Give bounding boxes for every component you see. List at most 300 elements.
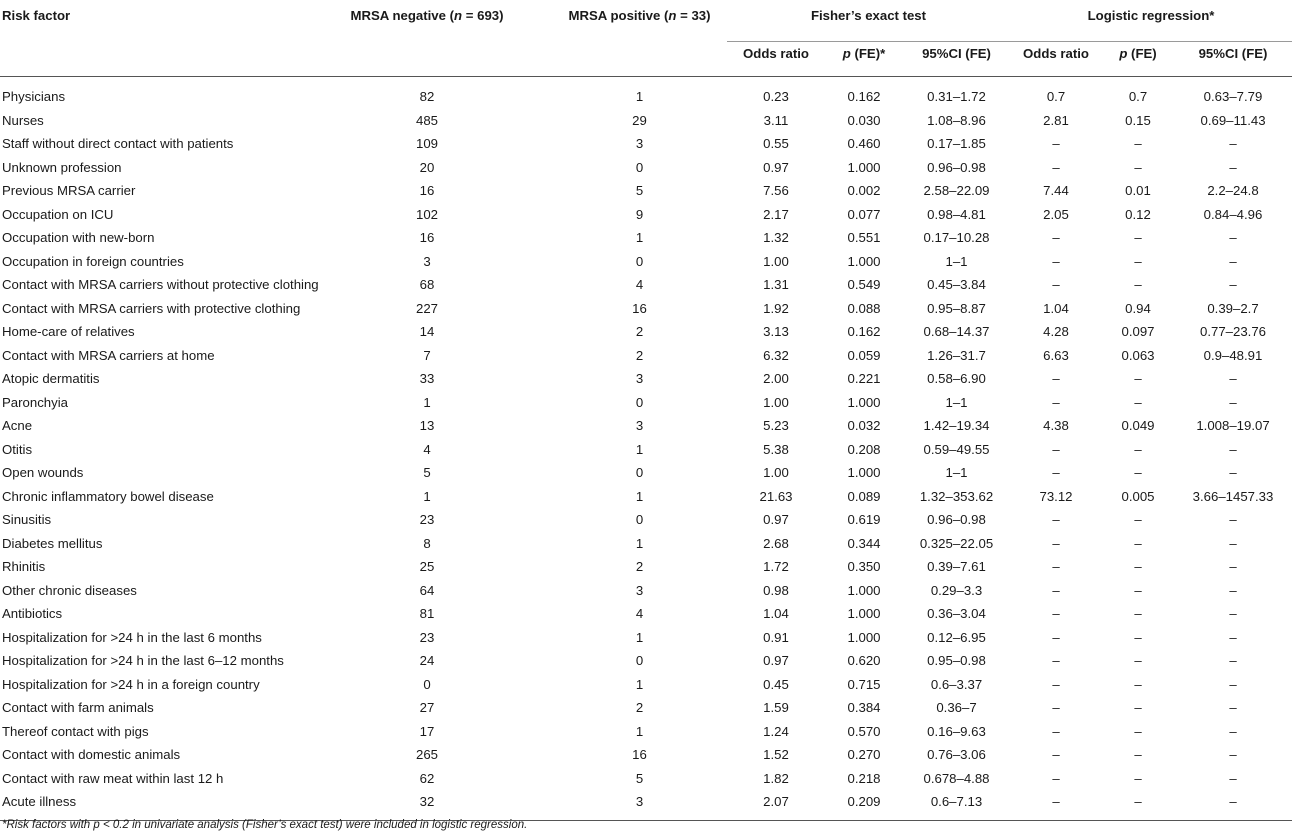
cell-fe-p: 0.059 <box>847 347 881 363</box>
table-row <box>0 273 1292 297</box>
cell-fe-ci: 0.17–1.85 <box>927 136 986 152</box>
cell-lr-p: – <box>1134 465 1142 481</box>
cell-factor: Otitis <box>2 441 33 457</box>
cell-fe-ci: 0.36–7 <box>936 700 977 716</box>
cell-mrsa-negative: 3 <box>423 253 431 269</box>
cell-mrsa-negative: 109 <box>415 136 438 152</box>
cell-lr-p: – <box>1134 441 1142 457</box>
cell-mrsa-positive: 2 <box>635 324 644 340</box>
cell-factor: Staff without direct contact with patients <box>2 136 234 152</box>
cell-mrsa-positive: 0 <box>635 465 644 481</box>
cell-mrsa-negative: 33 <box>419 371 435 387</box>
cell-fe-p: 0.384 <box>847 700 881 716</box>
cell-fe-p: 0.162 <box>847 324 881 340</box>
cell-fe-odds-ratio: 2.17 <box>763 206 789 222</box>
cell-lr-p: – <box>1134 676 1142 692</box>
cell-mrsa-negative: 23 <box>419 512 435 528</box>
table-header <box>0 0 1292 77</box>
cell-fe-ci: 0.36–3.04 <box>927 606 986 622</box>
table-row <box>0 508 1292 532</box>
header-fe-p: p (FE)* <box>842 46 886 61</box>
cell-lr-odds-ratio: – <box>1052 629 1060 645</box>
cell-fe-p: 0.619 <box>847 512 881 528</box>
cell-fe-odds-ratio: 0.97 <box>763 653 789 669</box>
cell-factor: Occupation on ICU <box>2 206 114 222</box>
cell-factor: Rhinitis <box>2 559 46 575</box>
cell-fe-p: 0.460 <box>847 136 881 152</box>
cell-factor: Contact with domestic animals <box>2 747 181 763</box>
cell-fe-ci: 0.39–7.61 <box>927 559 986 575</box>
cell-fe-odds-ratio: 1.31 <box>763 277 789 293</box>
cell-lr-ci: – <box>1229 371 1237 387</box>
cell-lr-ci: – <box>1229 582 1237 598</box>
cell-lr-odds-ratio: – <box>1052 582 1060 598</box>
cell-lr-ci: – <box>1229 253 1237 269</box>
cell-mrsa-positive: 1 <box>635 230 644 246</box>
cell-fe-p: 0.549 <box>847 277 881 293</box>
cell-fe-odds-ratio: 1.59 <box>763 700 789 716</box>
cell-factor: Physicians <box>2 89 66 105</box>
cell-fe-ci: 0.6–3.37 <box>930 676 983 692</box>
cell-lr-odds-ratio: 73.12 <box>1039 488 1073 504</box>
cell-mrsa-positive: 29 <box>632 112 647 128</box>
cell-fe-odds-ratio: 21.63 <box>759 488 793 504</box>
header-fe-odds: Odds ratio <box>743 46 809 61</box>
cell-fe-p: 1.000 <box>847 159 881 175</box>
table-row <box>0 532 1292 556</box>
cell-factor: Contact with MRSA carriers without protective clothing <box>2 277 319 293</box>
cell-lr-p: – <box>1134 371 1142 387</box>
cell-factor: Open wounds <box>2 465 84 481</box>
cell-lr-p: – <box>1134 653 1142 669</box>
cell-fe-p: 0.344 <box>847 535 881 551</box>
table-row <box>0 790 1292 820</box>
cell-mrsa-positive: 1 <box>635 723 644 739</box>
cell-lr-ci: – <box>1229 230 1237 246</box>
cell-factor: Contact with raw meat within last 12 h <box>2 770 224 786</box>
cell-lr-odds-ratio: – <box>1052 770 1060 786</box>
cell-lr-ci: 0.39–2.7 <box>1207 300 1259 316</box>
cell-lr-odds-ratio: – <box>1052 700 1060 716</box>
cell-fe-odds-ratio: 2.07 <box>763 794 789 810</box>
cell-fe-odds-ratio: 1.00 <box>763 253 789 269</box>
cell-fe-odds-ratio: 0.98 <box>763 582 789 598</box>
table-row <box>0 391 1292 415</box>
cell-fe-odds-ratio: 6.32 <box>763 347 789 363</box>
cell-mrsa-negative: 8 <box>423 535 431 551</box>
cell-fe-p: 0.620 <box>847 653 881 669</box>
cell-mrsa-positive: 1 <box>635 676 644 692</box>
cell-factor: Hospitalization for >24 h in a foreign country <box>2 676 260 692</box>
cell-factor: Acute illness <box>2 794 77 810</box>
cell-mrsa-negative: 64 <box>419 582 435 598</box>
cell-fe-ci: 0.12–6.95 <box>927 629 986 645</box>
cell-lr-odds-ratio: – <box>1052 441 1060 457</box>
cell-fe-ci: 1.08–8.96 <box>927 112 986 128</box>
cell-lr-p: 0.94 <box>1125 300 1151 316</box>
table-row <box>0 344 1292 368</box>
cell-fe-odds-ratio: 5.38 <box>763 441 789 457</box>
cell-lr-p: – <box>1134 700 1142 716</box>
cell-fe-ci: 0.678–4.88 <box>923 770 990 786</box>
table-row <box>0 297 1292 321</box>
cell-lr-ci: – <box>1229 747 1237 763</box>
table-row <box>0 602 1292 626</box>
cell-fe-p: 0.221 <box>847 371 881 387</box>
cell-mrsa-negative: 32 <box>419 794 435 810</box>
cell-mrsa-positive: 16 <box>632 747 647 763</box>
cell-lr-odds-ratio: – <box>1052 606 1060 622</box>
cell-lr-p: – <box>1134 629 1142 645</box>
cell-lr-odds-ratio: – <box>1052 653 1060 669</box>
cell-mrsa-positive: 3 <box>635 136 644 152</box>
cell-fe-ci: 1.42–19.34 <box>923 418 990 434</box>
cell-lr-ci: – <box>1229 277 1237 293</box>
cell-mrsa-negative: 62 <box>419 770 435 786</box>
cell-factor: Atopic dermatitis <box>2 371 100 387</box>
cell-fe-ci: 1–1 <box>945 253 968 269</box>
cell-factor: Antibiotics <box>2 606 63 622</box>
table-row <box>0 414 1292 438</box>
cell-fe-odds-ratio: 1.24 <box>763 723 789 739</box>
cell-mrsa-positive: 3 <box>635 371 644 387</box>
cell-lr-odds-ratio: – <box>1052 230 1060 246</box>
cell-fe-odds-ratio: 1.52 <box>763 747 789 763</box>
cell-lr-odds-ratio: – <box>1052 159 1060 175</box>
cell-fe-odds-ratio: 0.45 <box>763 676 789 692</box>
header-risk-factor: Risk factor <box>2 8 71 23</box>
cell-mrsa-negative: 4 <box>423 441 431 457</box>
cell-fe-p: 1.000 <box>847 465 881 481</box>
cell-mrsa-negative: 1 <box>423 488 431 504</box>
cell-mrsa-positive: 2 <box>635 559 644 575</box>
cell-fe-ci: 0.17–10.28 <box>923 230 990 246</box>
cell-fe-ci: 0.98–4.81 <box>927 206 986 222</box>
cell-lr-odds-ratio: – <box>1052 794 1060 810</box>
cell-fe-p: 0.715 <box>847 676 881 692</box>
cell-fe-p: 0.162 <box>847 89 881 105</box>
cell-fe-p: 1.000 <box>847 629 881 645</box>
cell-mrsa-negative: 7 <box>423 347 431 363</box>
cell-mrsa-negative: 20 <box>419 159 435 175</box>
cell-mrsa-negative: 16 <box>419 183 435 199</box>
cell-fe-ci: 0.96–0.98 <box>927 512 986 528</box>
cell-fe-ci: 0.16–9.63 <box>927 723 986 739</box>
cell-factor: Other chronic diseases <box>2 582 137 598</box>
cell-lr-p: – <box>1134 394 1142 410</box>
cell-fe-odds-ratio: 5.23 <box>763 418 789 434</box>
cell-mrsa-positive: 2 <box>635 347 644 363</box>
table-row <box>0 109 1292 133</box>
cell-lr-odds-ratio: – <box>1052 676 1060 692</box>
cell-mrsa-negative: 23 <box>419 629 435 645</box>
cell-mrsa-positive: 16 <box>632 300 647 316</box>
cell-fe-odds-ratio: 3.11 <box>763 112 789 128</box>
cell-mrsa-positive: 1 <box>635 441 644 457</box>
cell-lr-p: 0.12 <box>1125 206 1151 222</box>
cell-mrsa-positive: 4 <box>635 277 644 293</box>
header-fe-ci: 95%CI (FE) <box>922 46 991 61</box>
cell-fe-odds-ratio: 1.00 <box>763 394 789 410</box>
table-row <box>0 77 1292 109</box>
cell-lr-odds-ratio: – <box>1052 512 1060 528</box>
cell-mrsa-negative: 227 <box>415 300 438 316</box>
table-row <box>0 461 1292 485</box>
cell-fe-ci: 0.76–3.06 <box>927 747 986 763</box>
cell-lr-ci: – <box>1229 653 1237 669</box>
cell-fe-ci: 0.45–3.84 <box>927 277 986 293</box>
cell-fe-p: 1.000 <box>847 582 881 598</box>
table-row <box>0 367 1292 391</box>
cell-factor: Diabetes mellitus <box>2 535 103 551</box>
cell-mrsa-negative: 17 <box>419 723 435 739</box>
table-row <box>0 720 1292 744</box>
cell-lr-ci: – <box>1229 794 1237 810</box>
cell-mrsa-negative: 16 <box>419 230 435 246</box>
cell-fe-odds-ratio: 1.32 <box>763 230 789 246</box>
cell-fe-ci: 0.96–0.98 <box>927 159 986 175</box>
table-row <box>0 555 1292 579</box>
table-row <box>0 767 1292 791</box>
cell-factor: Contact with MRSA carriers at home <box>2 347 215 363</box>
cell-factor: Thereof contact with pigs <box>2 723 149 739</box>
cell-fe-p: 0.002 <box>847 183 881 199</box>
cell-lr-p: 0.15 <box>1125 112 1151 128</box>
header-fisher-group: Fisher’s exact test <box>727 0 1010 42</box>
cell-lr-p: – <box>1134 794 1142 810</box>
cell-mrsa-positive: 1 <box>635 629 644 645</box>
cell-mrsa-negative: 485 <box>415 112 438 128</box>
cell-lr-odds-ratio: – <box>1052 465 1060 481</box>
header-logistic-group: Logistic regression* <box>1010 0 1292 42</box>
table-row <box>0 626 1292 650</box>
cell-mrsa-positive: 0 <box>635 253 644 269</box>
cell-fe-p: 1.000 <box>847 394 881 410</box>
cell-lr-ci: 0.84–4.96 <box>1203 206 1263 222</box>
cell-factor: Home-care of relatives <box>2 324 135 340</box>
cell-fe-p: 1.000 <box>847 606 881 622</box>
cell-mrsa-positive: 1 <box>635 89 644 105</box>
cell-fe-p: 0.570 <box>847 723 881 739</box>
table-body <box>0 77 1292 821</box>
cell-lr-ci: – <box>1229 136 1237 152</box>
cell-mrsa-negative: 27 <box>419 700 435 716</box>
cell-fe-p: 0.030 <box>847 112 881 128</box>
cell-fe-p: 0.077 <box>847 206 881 222</box>
cell-lr-p: 0.049 <box>1121 418 1155 434</box>
cell-lr-ci: 1.008–19.07 <box>1196 418 1270 434</box>
cell-lr-ci: – <box>1229 512 1237 528</box>
cell-lr-p: – <box>1134 159 1142 175</box>
cell-fe-ci: 0.325–22.05 <box>919 535 994 551</box>
cell-lr-ci: 0.63–7.79 <box>1203 89 1263 105</box>
header-mrsa-negative: MRSA negative (n = 693) <box>350 8 504 23</box>
cell-fe-p: 0.088 <box>847 300 881 316</box>
cell-lr-p: – <box>1134 770 1142 786</box>
cell-lr-odds-ratio: 4.28 <box>1043 324 1069 340</box>
cell-fe-odds-ratio: 0.55 <box>763 136 789 152</box>
cell-lr-ci: – <box>1229 700 1237 716</box>
cell-mrsa-positive: 0 <box>635 394 644 410</box>
cell-lr-p: 0.7 <box>1128 89 1148 105</box>
cell-mrsa-positive: 0 <box>635 159 644 175</box>
cell-factor: Acne <box>2 418 33 434</box>
cell-factor: Hospitalization for >24 h in the last 6 months <box>2 629 262 645</box>
cell-mrsa-negative: 68 <box>419 277 435 293</box>
cell-fe-ci: 1.32–353.62 <box>919 488 994 504</box>
cell-lr-ci: – <box>1229 676 1237 692</box>
cell-mrsa-positive: 1 <box>635 488 644 504</box>
cell-lr-p: – <box>1134 747 1142 763</box>
cell-lr-ci: – <box>1229 559 1237 575</box>
cell-lr-odds-ratio: 4.38 <box>1043 418 1069 434</box>
cell-lr-p: – <box>1134 253 1142 269</box>
cell-fe-p: 0.209 <box>847 794 881 810</box>
cell-fe-ci: 0.29–3.3 <box>930 582 983 598</box>
cell-fe-odds-ratio: 0.97 <box>763 512 789 528</box>
cell-factor: Paronchyia <box>2 394 68 410</box>
cell-factor: Occupation with new-born <box>2 230 155 246</box>
cell-lr-odds-ratio: – <box>1052 371 1060 387</box>
cell-lr-ci: 2.2–24.8 <box>1207 183 1259 199</box>
cell-fe-odds-ratio: 1.72 <box>763 559 789 575</box>
table-row <box>0 132 1292 156</box>
cell-mrsa-negative: 24 <box>419 653 435 669</box>
table-row <box>0 179 1292 203</box>
cell-fe-odds-ratio: 0.97 <box>763 159 789 175</box>
cell-fe-ci: 0.58–6.90 <box>927 371 986 387</box>
cell-fe-p: 0.551 <box>847 230 881 246</box>
cell-mrsa-positive: 0 <box>635 653 644 669</box>
table-row <box>0 320 1292 344</box>
table-row <box>0 579 1292 603</box>
table-row <box>0 743 1292 767</box>
cell-lr-ci: – <box>1229 465 1237 481</box>
cell-fe-ci: 1.26–31.7 <box>927 347 986 363</box>
cell-fe-odds-ratio: 0.91 <box>763 629 789 645</box>
cell-fe-odds-ratio: 1.92 <box>763 300 789 316</box>
cell-lr-ci: 3.66–1457.33 <box>1192 488 1274 504</box>
cell-factor: Unknown profession <box>2 159 122 175</box>
cell-fe-ci: 0.6–7.13 <box>930 794 983 810</box>
cell-mrsa-negative: 0 <box>423 676 431 692</box>
cell-fe-ci: 2.58–22.09 <box>923 183 990 199</box>
cell-lr-p: – <box>1134 512 1142 528</box>
cell-lr-ci: – <box>1229 394 1237 410</box>
cell-lr-odds-ratio: – <box>1052 535 1060 551</box>
cell-lr-ci: – <box>1229 606 1237 622</box>
cell-mrsa-negative: 13 <box>419 418 435 434</box>
cell-lr-p: – <box>1134 559 1142 575</box>
cell-lr-ci: – <box>1229 629 1237 645</box>
cell-fe-ci: 0.95–8.87 <box>927 300 986 316</box>
cell-mrsa-positive: 3 <box>635 794 644 810</box>
cell-mrsa-negative: 1 <box>423 394 431 410</box>
cell-lr-ci: 0.77–23.76 <box>1200 324 1267 340</box>
cell-lr-p: – <box>1134 535 1142 551</box>
cell-mrsa-negative: 14 <box>419 324 435 340</box>
table-row <box>0 438 1292 462</box>
cell-lr-odds-ratio: 0.7 <box>1046 89 1066 105</box>
cell-lr-ci: – <box>1229 770 1237 786</box>
cell-lr-p: – <box>1134 582 1142 598</box>
table-row <box>0 203 1292 227</box>
cell-lr-odds-ratio: 7.44 <box>1043 183 1069 199</box>
cell-mrsa-positive: 5 <box>635 183 644 199</box>
cell-lr-odds-ratio: – <box>1052 394 1060 410</box>
cell-factor: Previous MRSA carrier <box>2 183 136 199</box>
table-row <box>0 649 1292 673</box>
cell-fe-p: 0.270 <box>847 747 881 763</box>
cell-mrsa-negative: 25 <box>419 559 435 575</box>
cell-lr-ci: 0.69–11.43 <box>1200 112 1266 128</box>
cell-factor: Contact with MRSA carriers with protective clothing <box>2 300 301 316</box>
cell-mrsa-negative: 265 <box>415 747 438 763</box>
cell-factor: Sinusitis <box>2 512 52 528</box>
cell-lr-p: – <box>1134 723 1142 739</box>
cell-lr-p: – <box>1134 606 1142 622</box>
header-mrsa-positive: MRSA positive (n = 33) <box>568 8 711 23</box>
cell-fe-odds-ratio: 2.00 <box>763 371 789 387</box>
cell-lr-p: – <box>1134 230 1142 246</box>
cell-fe-odds-ratio: 1.04 <box>763 606 789 622</box>
cell-fe-ci: 0.95–0.98 <box>927 653 986 669</box>
cell-lr-odds-ratio: – <box>1052 723 1060 739</box>
cell-factor: Hospitalization for >24 h in the last 6–12 months <box>2 653 284 669</box>
cell-lr-odds-ratio: – <box>1052 747 1060 763</box>
table-row <box>0 226 1292 250</box>
cell-lr-p: 0.097 <box>1121 324 1155 340</box>
cell-lr-ci: – <box>1229 723 1237 739</box>
cell-fe-odds-ratio: 7.56 <box>763 183 789 199</box>
cell-mrsa-negative: 5 <box>423 465 431 481</box>
cell-mrsa-positive: 1 <box>635 535 644 551</box>
header-lr-p: p (FE) <box>1119 46 1157 61</box>
cell-fe-odds-ratio: 0.23 <box>763 89 789 105</box>
cell-mrsa-positive: 4 <box>635 606 644 622</box>
cell-fe-p: 0.218 <box>847 770 881 786</box>
cell-lr-p: – <box>1134 136 1142 152</box>
cell-mrsa-negative: 81 <box>419 606 435 622</box>
cell-mrsa-positive: 2 <box>635 700 644 716</box>
cell-fe-ci: 0.31–1.72 <box>927 89 986 105</box>
cell-lr-p: 0.063 <box>1121 347 1155 363</box>
cell-fe-p: 0.208 <box>847 441 881 457</box>
header-lr-odds: Odds ratio <box>1023 46 1089 61</box>
cell-lr-ci: – <box>1229 441 1237 457</box>
cell-lr-odds-ratio: – <box>1052 253 1060 269</box>
cell-fe-odds-ratio: 3.13 <box>763 324 789 340</box>
cell-lr-odds-ratio: – <box>1052 559 1060 575</box>
table-row <box>0 696 1292 720</box>
cell-fe-ci: 0.59–49.55 <box>923 441 990 457</box>
cell-lr-p: – <box>1134 277 1142 293</box>
cell-lr-odds-ratio: 6.63 <box>1043 347 1069 363</box>
cell-lr-p: 0.01 <box>1125 183 1151 199</box>
header-lr-ci: 95%CI (FE) <box>1198 46 1268 61</box>
cell-factor: Occupation in foreign countries <box>2 253 184 269</box>
cell-fe-p: 0.350 <box>847 559 881 575</box>
cell-fe-odds-ratio: 1.82 <box>763 770 789 786</box>
cell-lr-p: 0.005 <box>1121 488 1155 504</box>
cell-mrsa-negative: 102 <box>415 206 438 222</box>
cell-lr-ci: – <box>1229 535 1237 551</box>
table-footnote: *Risk factors with p < 0.2 in univariate analysis (Fisher’s exact test) were included in logistic regression. <box>2 819 528 831</box>
cell-fe-ci: 0.68–14.37 <box>923 324 990 340</box>
cell-fe-p: 0.089 <box>847 488 881 504</box>
cell-lr-ci: – <box>1229 159 1237 175</box>
cell-lr-odds-ratio: 2.81 <box>1043 112 1069 128</box>
